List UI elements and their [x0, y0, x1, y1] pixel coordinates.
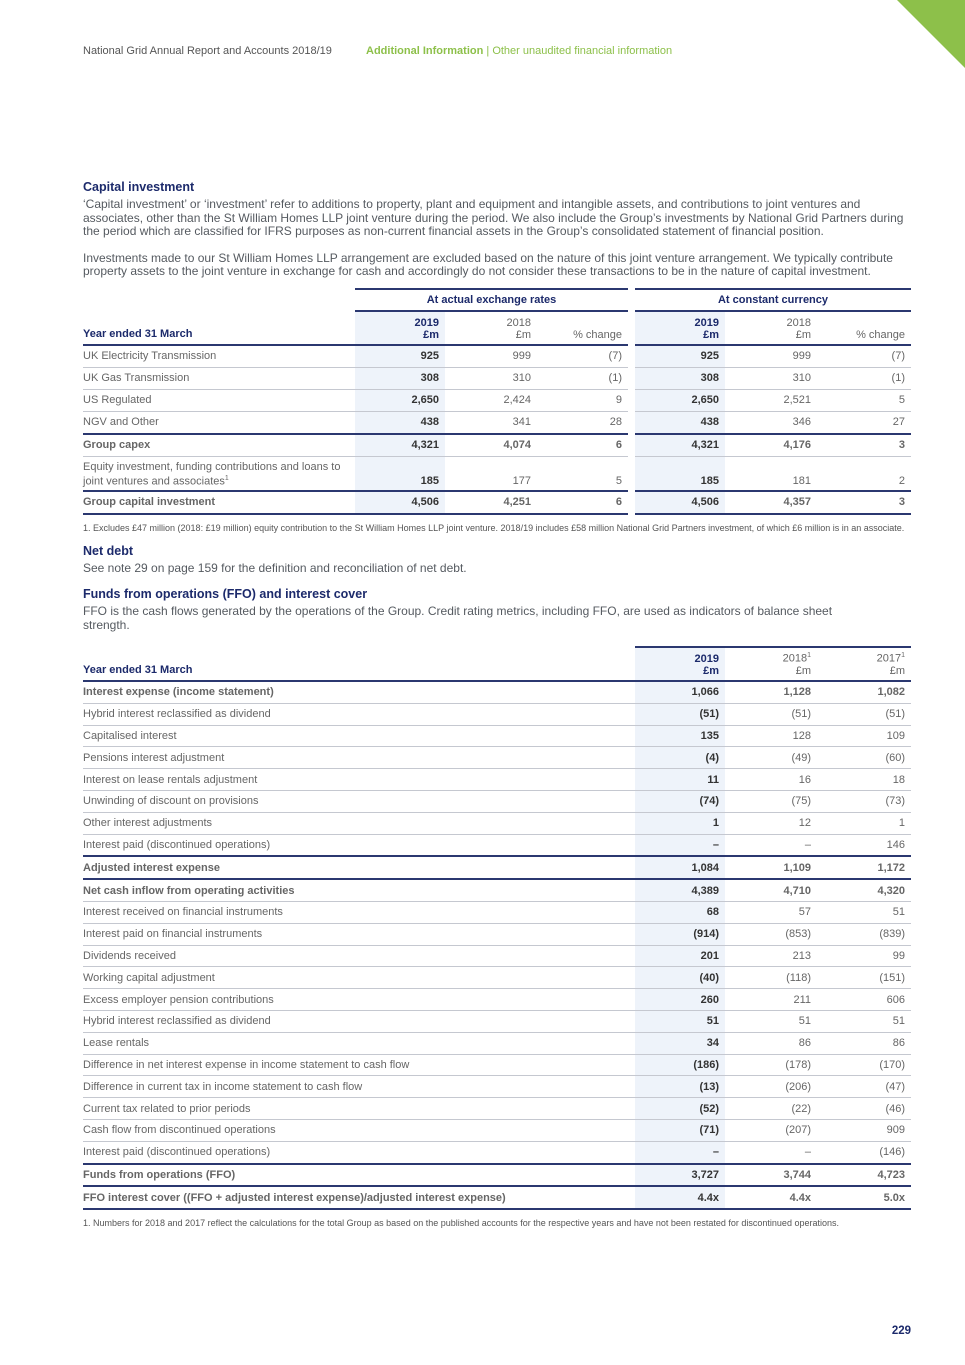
- cell-value: (49): [725, 747, 817, 769]
- col-header: % change: [817, 311, 911, 345]
- table-row: [83, 681, 911, 703]
- cell-value: 185: [635, 456, 725, 491]
- cell-value: (206): [725, 1076, 817, 1098]
- table-row: [83, 923, 911, 945]
- table-row: [83, 411, 911, 434]
- cell-value: 12: [725, 812, 817, 834]
- capital-investment-para-1: ‘Capital investment’ or ‘investment’ refer to additions to property, plant and equipment and intangible assets, and contributions to joint ventures and associates, other than the St William Homes LLP joint venture during the period. We also include the Group’s investments by National Grid Partners during the period which are classified for IFRS purposes as non-current financial assets in the Group’s consolidated statement of financial position.: [83, 197, 904, 238]
- cell-value: 51: [817, 1010, 911, 1032]
- row-label: Difference in net interest expense in income statement to cash flow: [83, 1054, 635, 1076]
- cell-value: 99: [817, 945, 911, 967]
- cell-value: 2,650: [355, 389, 445, 411]
- row-label: Unwinding of discount on provisions: [83, 790, 635, 812]
- net-debt-text: See note 29 on page 159 for the definition and reconciliation of net debt.: [83, 560, 467, 575]
- table-row: [83, 491, 911, 514]
- row-label: Adjusted interest expense: [83, 856, 635, 879]
- row-label: Dividends received: [83, 945, 635, 967]
- ffo-footnote: 1. Numbers for 2018 and 2017 reflect the calculations for the total Group as based on the published accounts for the respective years and have not been restated for discontinued operations.: [83, 1218, 839, 1229]
- row-label: Capitalised interest: [83, 725, 635, 747]
- cell-value: 4,320: [817, 879, 911, 901]
- cell-value: (71): [635, 1119, 725, 1141]
- cell-value: 18: [817, 769, 911, 791]
- breadcrumb-separator: |: [486, 45, 490, 57]
- cell-value: 3: [817, 434, 911, 457]
- table-row: [83, 1098, 911, 1120]
- row-label: Funds from operations (FFO): [83, 1164, 635, 1187]
- table-row: [83, 1141, 911, 1163]
- row-label: FFO interest cover ((FFO + adjusted interest expense)/adjusted interest expense): [83, 1186, 635, 1209]
- capital-investment-footnote: 1. Excludes £47 million (2018: £19 million) equity contribution to the St William Homes LLP joint venture. 2018/19 includes £58 million National Grid Partners investment, of which £6 million is in an associate.: [83, 522, 905, 533]
- table-row: [83, 967, 911, 989]
- cell-value: 606: [817, 989, 911, 1011]
- section-name: Additional Information: [366, 45, 484, 57]
- group-header-actual: At actual exchange rates: [355, 289, 628, 311]
- cell-value: 438: [635, 411, 725, 434]
- cell-value: 5: [817, 389, 911, 411]
- cell-value: 260: [635, 989, 725, 1011]
- cell-value: (914): [635, 923, 725, 945]
- row-label: Difference in current tax in income statement to cash flow: [83, 1076, 635, 1098]
- table-row: [83, 703, 911, 725]
- cell-value: 51: [817, 901, 911, 923]
- cell-value: (52): [635, 1098, 725, 1120]
- cell-value: 28: [537, 411, 628, 434]
- cell-value: 57: [725, 901, 817, 923]
- table-row: [83, 769, 911, 791]
- table-row: [83, 1119, 911, 1141]
- cell-value: 308: [355, 367, 445, 389]
- row-label: Group capital investment: [83, 491, 355, 514]
- cell-value: (839): [817, 923, 911, 945]
- capital-investment-heading: Capital investment: [83, 180, 195, 194]
- cell-value: 925: [355, 345, 445, 368]
- cell-value: 1,066: [635, 681, 725, 703]
- cell-value: (170): [817, 1054, 911, 1076]
- cell-value: 5: [537, 456, 628, 491]
- col-header: 2019 £m: [635, 647, 725, 681]
- col-header: 2019 £m: [355, 311, 445, 345]
- table-row: [83, 725, 911, 747]
- table-row: [83, 790, 911, 812]
- cell-value: (51): [817, 703, 911, 725]
- row-label: Interest paid (discontinued operations): [83, 1141, 635, 1163]
- cell-value: 438: [355, 411, 445, 434]
- cell-value: 4,176: [725, 434, 817, 457]
- cell-value: 34: [635, 1032, 725, 1054]
- cell-value: 213: [725, 945, 817, 967]
- col-header: 2018 £m: [725, 311, 817, 345]
- cell-value: 177: [445, 456, 537, 491]
- table-row: [83, 989, 911, 1011]
- capital-investment-para-2: Investments made to our St William Homes LLP arrangement are excluded based on the nature of this joint venture arrangement. We typically contribute property assets to the joint venture in exchange for cash and accordingly do not consider these transactions to be in the nature of capital investment.: [83, 250, 893, 278]
- row-label: NGV and Other: [83, 411, 355, 434]
- cell-value: (1): [817, 367, 911, 389]
- cell-value: 4,321: [635, 434, 725, 457]
- group-header-constant: At constant currency: [635, 289, 911, 311]
- net-debt-heading: Net debt: [83, 543, 133, 558]
- cell-value: 310: [725, 367, 817, 389]
- section-breadcrumb: [366, 45, 672, 57]
- cell-value: 2,521: [725, 389, 817, 411]
- row-label: Lease rentals: [83, 1032, 635, 1054]
- cell-value: (186): [635, 1054, 725, 1076]
- cell-value: 27: [817, 411, 911, 434]
- cell-value: 4,074: [445, 434, 537, 457]
- cell-value: 1,084: [635, 856, 725, 879]
- row-label: Hybrid interest reclassified as dividend: [83, 1010, 635, 1032]
- cell-value: 341: [445, 411, 537, 434]
- row-header-label: Year ended 31 March: [83, 311, 355, 345]
- running-header: [83, 45, 673, 57]
- row-label: Interest paid on financial instruments: [83, 923, 635, 945]
- table-row: [83, 1076, 911, 1098]
- cell-value: 4,357: [725, 491, 817, 514]
- cell-value: 4.4x: [635, 1186, 725, 1209]
- row-label: Interest received on financial instruments: [83, 901, 635, 923]
- cell-value: (207): [725, 1119, 817, 1141]
- cell-value: 2: [817, 456, 911, 491]
- cell-value: (13): [635, 1076, 725, 1098]
- cell-value: (74): [635, 790, 725, 812]
- row-label: UK Electricity Transmission: [83, 345, 355, 368]
- cell-value: 86: [725, 1032, 817, 1054]
- cell-value: 310: [445, 367, 537, 389]
- row-label: Pensions interest adjustment: [83, 747, 635, 769]
- col-header: 2018 £m: [445, 311, 537, 345]
- ffo-table: [83, 646, 911, 1210]
- cell-value: 2,650: [635, 389, 725, 411]
- cell-value: (46): [817, 1098, 911, 1120]
- table-row: [83, 879, 911, 901]
- cell-value: (47): [817, 1076, 911, 1098]
- table-row: [83, 856, 911, 879]
- cell-value: 211: [725, 989, 817, 1011]
- cell-value: (853): [725, 923, 817, 945]
- cell-value: 4.4x: [725, 1186, 817, 1209]
- cell-value: 4,251: [445, 491, 537, 514]
- row-label: Group capex: [83, 434, 355, 457]
- cell-value: 3,727: [635, 1164, 725, 1187]
- page-number: 229: [891, 1325, 911, 1337]
- cell-value: 51: [635, 1010, 725, 1032]
- cell-value: –: [725, 1141, 817, 1163]
- ffo-row-header-label: Year ended 31 March: [83, 647, 635, 681]
- cell-value: 3: [817, 491, 911, 514]
- table-row: [83, 747, 911, 769]
- page-content: [83, 180, 911, 1239]
- cell-value: (60): [817, 747, 911, 769]
- row-label: US Regulated: [83, 389, 355, 411]
- cell-value: 925: [635, 345, 725, 368]
- cell-value: 4,710: [725, 879, 817, 901]
- col-header: % change: [537, 311, 628, 345]
- row-label: Net cash inflow from operating activities: [83, 879, 635, 901]
- cell-value: 4,506: [355, 491, 445, 514]
- table-row: [83, 812, 911, 834]
- cell-value: 86: [817, 1032, 911, 1054]
- cell-value: 5.0x: [817, 1186, 911, 1209]
- cell-value: 2,424: [445, 389, 537, 411]
- table-row: [83, 1186, 911, 1209]
- cell-value: (1): [537, 367, 628, 389]
- cell-value: (151): [817, 967, 911, 989]
- cell-value: 4,389: [635, 879, 725, 901]
- table-row: [83, 1164, 911, 1187]
- cell-value: 1,109: [725, 856, 817, 879]
- cell-value: 181: [725, 456, 817, 491]
- cell-value: 999: [725, 345, 817, 368]
- cell-value: (7): [537, 345, 628, 368]
- corner-accent-triangle: [897, 0, 965, 68]
- cell-value: 1: [817, 812, 911, 834]
- table-row: [83, 345, 911, 368]
- ffo-text: FFO is the cash flows generated by the operations of the Group. Credit rating metrics, including FFO, are used as indicators of balance sheet strength.: [83, 604, 833, 632]
- cell-value: 1,128: [725, 681, 817, 703]
- col-header: 2017$^1$ £m: [817, 647, 911, 681]
- row-label: Equity investment, funding contributions and loans to joint ventures and associates$^1$: [83, 456, 355, 491]
- cell-value: 6: [537, 491, 628, 514]
- cell-value: –: [635, 834, 725, 856]
- cell-value: 68: [635, 901, 725, 923]
- table-row: [83, 901, 911, 923]
- row-label: Hybrid interest reclassified as dividend: [83, 703, 635, 725]
- table-row: [83, 1032, 911, 1054]
- cell-value: 146: [817, 834, 911, 856]
- cell-value: (4): [635, 747, 725, 769]
- publication-title: National Grid Annual Report and Accounts 2018/19: [83, 45, 332, 57]
- cell-value: 1,082: [817, 681, 911, 703]
- ffo-heading: Funds from operations (FFO) and interest cover: [83, 587, 368, 601]
- cell-value: (75): [725, 790, 817, 812]
- table-row: [83, 456, 911, 491]
- cell-value: –: [725, 834, 817, 856]
- cell-value: (51): [635, 703, 725, 725]
- table-row: [83, 367, 911, 389]
- row-label: Current tax related to prior periods: [83, 1098, 635, 1120]
- cell-value: 185: [355, 456, 445, 491]
- cell-value: 999: [445, 345, 537, 368]
- col-header: 2018$^1$ £m: [725, 647, 817, 681]
- row-label: Interest on lease rentals adjustment: [83, 769, 635, 791]
- row-label: Excess employer pension contributions: [83, 989, 635, 1011]
- cell-value: 9: [537, 389, 628, 411]
- table-row: [83, 389, 911, 411]
- table-row: [83, 945, 911, 967]
- cell-value: (51): [725, 703, 817, 725]
- row-label: Other interest adjustments: [83, 812, 635, 834]
- cell-value: (73): [817, 790, 911, 812]
- cell-value: 135: [635, 725, 725, 747]
- cell-value: 3,744: [725, 1164, 817, 1187]
- cell-value: 346: [725, 411, 817, 434]
- row-label: UK Gas Transmission: [83, 367, 355, 389]
- row-label: Interest paid (discontinued operations): [83, 834, 635, 856]
- table-row: [83, 1010, 911, 1032]
- row-label: Interest expense (income statement): [83, 681, 635, 703]
- cell-value: 128: [725, 725, 817, 747]
- table-row: [83, 1054, 911, 1076]
- row-label: Cash flow from discontinued operations: [83, 1119, 635, 1141]
- cell-value: 16: [725, 769, 817, 791]
- cell-value: 6: [537, 434, 628, 457]
- cell-value: (7): [817, 345, 911, 368]
- col-header: 2019 £m: [635, 311, 725, 345]
- cell-value: (118): [725, 967, 817, 989]
- cell-value: –: [635, 1141, 725, 1163]
- cell-value: 11: [635, 769, 725, 791]
- cell-value: 308: [635, 367, 725, 389]
- cell-value: 4,506: [635, 491, 725, 514]
- cell-value: (146): [817, 1141, 911, 1163]
- table-row: [83, 834, 911, 856]
- cell-value: (22): [725, 1098, 817, 1120]
- cell-value: 909: [817, 1119, 911, 1141]
- cell-value: 1,172: [817, 856, 911, 879]
- capital-investment-table: [83, 288, 911, 515]
- cell-value: 4,723: [817, 1164, 911, 1187]
- cell-value: 109: [817, 725, 911, 747]
- cell-value: 201: [635, 945, 725, 967]
- cell-value: (40): [635, 967, 725, 989]
- row-label: Working capital adjustment: [83, 967, 635, 989]
- subsection-name: Other unaudited financial information: [492, 45, 673, 57]
- cell-value: (178): [725, 1054, 817, 1076]
- table-row: [83, 434, 911, 457]
- cell-value: 51: [725, 1010, 817, 1032]
- cell-value: 1: [635, 812, 725, 834]
- cell-value: 4,321: [355, 434, 445, 457]
